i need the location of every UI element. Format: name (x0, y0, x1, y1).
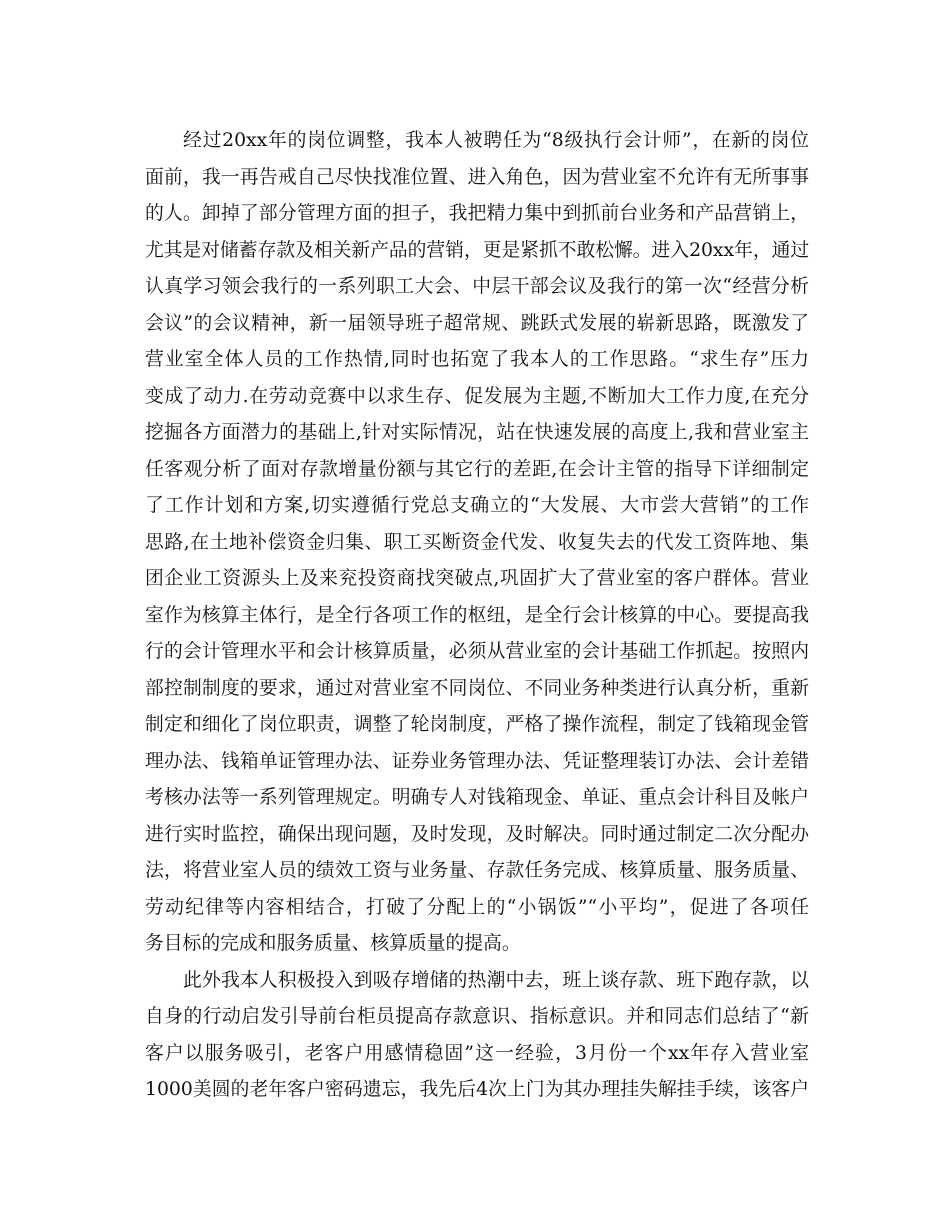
text-line: 思路,在土地补偿资金归集、职工买断资金代发、收复失去的代发工资阵地、集 (145, 531, 809, 553)
text-line: 面前，我一再告戒自己尽快找准位置、进入角色，因为营业室不允许有无所事事 (145, 166, 809, 188)
document-body (145, 123, 809, 1109)
text-line: 行的会计管理水平和会计核算质量，必须从营业室的会计基础工作抓起。按照内 (145, 641, 809, 662)
text-line: 1000美圆的老年客户密码遗忘，我先后4次上门为其办理挂失解挂手续，该客户 (145, 1079, 809, 1100)
text-line: 认真学习领会我行的一系列职工大会、中层干部会议及我行的第一次“经营分析 (145, 276, 809, 297)
text-line: 变成了动力.在劳动竞赛中以求生存、促发展为主题,不断加大工作力度,在充分 (145, 385, 809, 407)
paragraph-1 (145, 123, 809, 963)
text-line: 进行实时监控，确保出现问题，及时发现，及时解决。同时通过制定二次分配办 (145, 823, 809, 845)
text-line: 务目标的完成和服务质量、核算质量的提高。 (145, 933, 521, 954)
text-line: 自身的行动启发引导前台柜员提高存款意识、指标意识。并和同志们总结了“新 (145, 1006, 809, 1027)
text-line: 部控制制度的要求，通过对营业室不同岗位、不同业务种类进行认真分析，重新 (145, 677, 809, 699)
text-line: 团企业工资源头上及来兖投资商找突破点,巩固扩大了营业室的客户群体。营业 (145, 568, 809, 589)
text-line: 此外我本人积极投入到吸存增储的热潮中去，班上谈存款、班下跑存款，以 (183, 969, 809, 991)
text-line: 尤其是对储蓄存款及相关新产品的营销，更是紧抓不敢松懈。进入20xx年，通过 (145, 239, 810, 261)
text-line: 的人。卸掉了部分管理方面的担子，我把精力集中到抓前台业务和产品营销上， (145, 203, 809, 224)
paragraph-2 (145, 963, 809, 1109)
text-line: 法，将营业室人员的绩效工资与业务量、存款任务完成、核算质量、服务质量、 (145, 860, 809, 881)
text-line: 任客观分析了面对存款增量份额与其它行的差距,在会计主管的指导下详细制定 (145, 458, 809, 480)
text-line: 制定和细化了岗位职责，调整了轮岗制度，严格了操作流程，制定了钱箱现金管 (145, 714, 809, 735)
text-line: 会议”的会议精神，新一届领导班子超常规、跳跃式发展的崭新思路，既激发了 (145, 312, 809, 334)
text-line: 室作为核算主体行，是全行各项工作的枢纽，是全行会计核算的中心。要提高我 (145, 604, 809, 626)
text-line: 了工作计划和方案,切实遵循行党总支确立的“大发展、大市尝大营销”的工作 (145, 495, 809, 516)
text-line: 营业室全体人员的工作热情,同时也拓宽了我本人的工作思路。“求生存”压力 (145, 349, 809, 370)
text-line: 劳动纪律等内容相结合，打破了分配上的“小锅饭”“小平均”，促进了各项任 (145, 896, 809, 918)
text-line: 客户以服务吸引，老客户用感情稳固”这一经验，3月份一个xx年存入营业室 (145, 1042, 809, 1064)
text-line: 经过20xx年的岗位调整，我本人被聘任为“8级执行会计师”，在新的岗位 (183, 130, 809, 151)
text-line: 理办法、钱箱单证管理办法、证券业务管理办法、凭证整理装订办法、会计差错 (145, 750, 809, 772)
text-line: 考核办法等一系列管理规定。明确专人对钱箱现金、单证、重点会计科目及帐户 (145, 787, 809, 808)
text-line: 挖掘各方面潜力的基础上,针对实际情况，站在快速发展的高度上,我和营业室主 (145, 422, 809, 443)
